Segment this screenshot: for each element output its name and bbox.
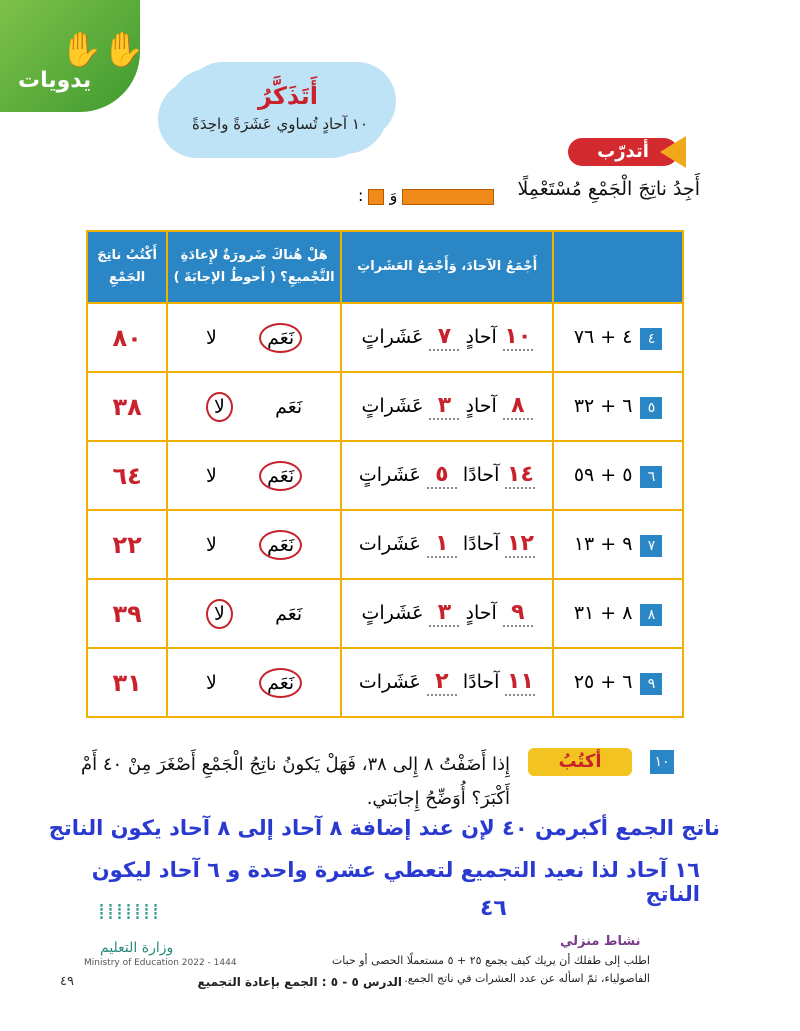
instruction-text: أَجِدُ ناتِجَ الْجَمْعِ مُسْتَعْمِلًا [517,178,700,200]
ministry-logo-icon: ⁞⁞⁞⁞⁞⁞⁞ [98,900,161,925]
tens-value[interactable]: ١ [427,531,457,558]
table-row [87,441,683,510]
ones-value[interactable]: ١١ [507,669,534,694]
header-regroup: هَلْ هُناكَ ضَرورَةٌ لإِعادَةِ التَّجْميعِ؟ ( أَحوطُ الإجابَةَ ) [167,231,341,303]
ones-unit: آحادٍ [465,602,497,624]
result-value[interactable]: ٢٢ [112,530,142,559]
table-row [87,372,683,441]
problem-expression: ٥ + ٥٩ [573,463,633,486]
tens-unit: عَشَراتٍ [358,464,421,486]
regroup-cell [167,441,341,510]
edition-year: 2022 - 1444 [181,958,237,968]
option-no[interactable]: لا [205,533,217,556]
tens-unit: عَشَرات [358,671,421,693]
instruction-colon: : [358,186,364,205]
add-cell [341,372,553,441]
tens-unit: عَشَراتٍ [361,395,424,417]
badge-label: يدويات [18,68,92,93]
remember-text: ١٠ آحادٍ تُساوي عَشَرَةً واحِدَةً [192,115,368,133]
practice-tag: أتدرّب [568,138,678,166]
practice-table [86,230,684,718]
instruction-connector: وَ [389,186,398,205]
result-value[interactable]: ٦٤ [112,461,142,490]
result-cell [87,372,167,441]
problem-cell [553,372,683,441]
regroup-cell [167,372,341,441]
option-no[interactable]: لا [206,392,233,422]
header-problem [553,231,683,303]
option-yes[interactable]: نَعَم [259,530,302,560]
base-ten-blocks [358,186,494,205]
arrow-icon [660,136,686,168]
problem-number: ٩ [640,673,662,695]
regroup-cell [167,303,341,372]
option-no[interactable]: لا [205,671,217,694]
tens-value[interactable]: ٧ [429,324,459,351]
option-no[interactable]: لا [205,464,217,487]
ministry-en-text: Ministry of Education [84,958,179,968]
add-cell [341,441,553,510]
result-cell [87,303,167,372]
tens-unit: عَشَراتٍ [361,602,424,624]
ones-value[interactable]: ١٢ [507,531,534,556]
header-result: أَكْتُبُ ناتِجَ الجَمْعِ [87,231,167,303]
table-row [87,510,683,579]
question-number: ١٠ [650,750,674,774]
home-activity-title: نشاط منزلي [560,934,641,949]
problem-number: ٥ [640,397,662,419]
ones-unit: آحادًا [462,533,500,555]
problem-expression: ٦ + ٣٢ [573,394,633,417]
regroup-cell [167,510,341,579]
add-cell [341,303,553,372]
problem-number: ٧ [640,535,662,557]
problem-cell [553,579,683,648]
result-cell [87,579,167,648]
tens-rod-icon [402,189,494,205]
ones-unit: آحادٍ [465,326,497,348]
tens-value[interactable]: ٣ [429,600,459,627]
problem-cell [553,510,683,579]
ones-value[interactable]: ١٤ [507,462,534,487]
option-yes[interactable]: نَعَم [275,602,303,625]
problem-expression: ٤ + ٧٦ [573,325,633,348]
ones-value[interactable]: ٩ [503,600,533,627]
ones-unit: آحادًا [462,464,500,486]
result-value[interactable]: ٣٨ [112,392,142,421]
option-yes[interactable]: نَعَم [259,323,302,353]
remember-cloud [168,68,388,154]
problem-expression: ٨ + ٣١ [573,601,633,624]
header-add: أَجْمَعُ الآحادَ، وَأَجْمَعُ العَشَراتِ [341,231,553,303]
add-cell [341,579,553,648]
result-value[interactable]: ٣١ [112,668,142,697]
option-yes[interactable]: نَعَم [259,461,302,491]
question-text: إِذا أَضَفْتُ ٨ إِلى ٣٨، فَهَلْ يَكونُ ناتِجُ الْجَمْعِ أَصْغَرَ مِنْ ٤٠ أَمْ أَكْبَرَ؟ أُوَضِّحُ إِجابَتي. [80,754,510,809]
ones-block-icon [368,189,384,205]
option-yes[interactable]: نَعَم [275,395,303,418]
problem-number: ٨ [640,604,662,626]
handwritten-answer: ٤٦ [480,896,507,921]
problem-number: ٤ [640,328,662,350]
ones-unit: آحادًا [462,671,500,693]
result-cell [87,441,167,510]
table-row [87,579,683,648]
remember-title: أَتَذَكَّرُ [258,82,318,110]
ones-value[interactable]: ١٠ [504,324,532,349]
add-cell [341,510,553,579]
problem-cell [553,441,683,510]
regroup-cell [167,579,341,648]
write-tag: أكتُبُ [528,748,632,776]
tens-value[interactable]: ٥ [427,462,457,489]
home-activity-text: اطلب إلى طفلك أن يريك كيف يجمع ٢٥ + ٥ مستعملًا الحصى أو حبات الفاصولياء، ثمّ اسأله عن عدد العشرات في ناتج الجمع. [331,954,650,985]
handwritten-line-2: ١٦ آحاد لذا نعيد التجميع لتعطي عشرة واحدة و ٦ آحاد ليكون الناتج [91,858,700,906]
tens-unit: عَشَرات [358,533,421,555]
option-no[interactable]: لا [206,599,233,629]
problem-expression: ٩ + ١٣ [573,532,633,555]
page-number: ٤٩ [60,974,74,989]
hands-icon: ✋✋ [60,30,145,70]
handwritten-line-1: ناتج الجمع أكبرمن ٤٠ لإن عند إضافة ٨ آحاد إلى ٨ آحاد يكون الناتج [48,816,720,840]
problem-cell [553,648,683,717]
tens-value[interactable]: ٣ [429,393,459,420]
result-cell [87,510,167,579]
table-row [87,303,683,372]
ones-value[interactable]: ٨ [503,393,533,420]
problem-cell [553,303,683,372]
result-value[interactable]: ٨٠ [112,323,142,352]
tens-value[interactable]: ٢ [427,669,457,696]
ones-unit: آحادٍ [465,395,497,417]
ministry-name-en [84,958,237,968]
result-cell [87,648,167,717]
problem-number: ٦ [640,466,662,488]
table-row [87,648,683,717]
lesson-footer: الدرس ٥ - ٥ : الجمع بإعادة التجميع [197,975,402,989]
tens-unit: عَشَراتٍ [361,326,424,348]
result-value[interactable]: ٣٩ [112,599,142,628]
add-cell [341,648,553,717]
regroup-cell [167,648,341,717]
option-no[interactable]: لا [205,326,217,349]
option-yes[interactable]: نَعَم [259,668,302,698]
ministry-name-ar: وزارة التعليم [100,940,174,956]
problem-expression: ٦ + ٢٥ [573,670,633,693]
